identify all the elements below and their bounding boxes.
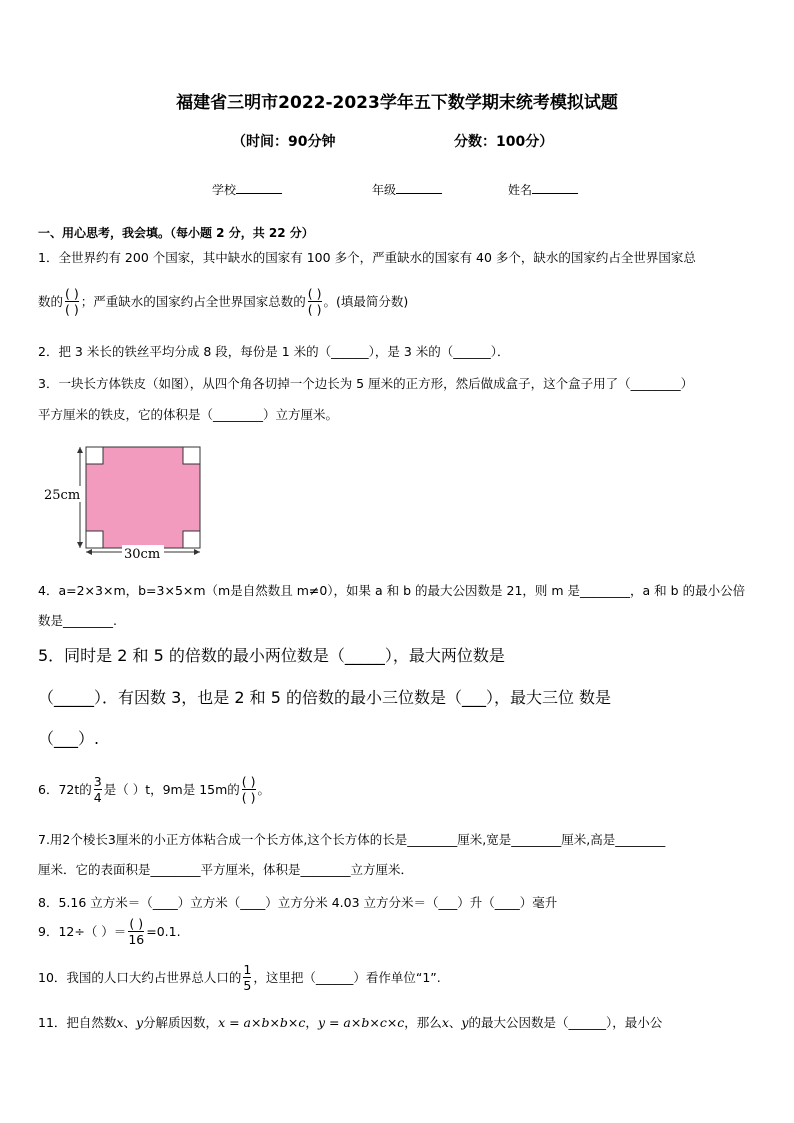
question-10	[38, 962, 441, 993]
question-7-line2: 厘米．它的表面积是________平方厘米，体积是________立方厘米．	[38, 862, 414, 877]
q1-text-post: 。(填最简分数)	[323, 293, 409, 309]
q11-text-post: 的最大公因数是（______），最小公	[468, 1015, 663, 1030]
question-5-line1: 5．同时是 2 和 5 的倍数的最小两位数是（_____），最大两位数是	[38, 646, 505, 665]
fraction-denominator: 4	[93, 790, 102, 805]
q11-text-mid1: 分解质因数，	[143, 1015, 219, 1030]
q6-text-mid: 是（ ）t，9m是 15m的	[103, 781, 240, 797]
name-label: 姓名	[508, 183, 533, 197]
question-1-line1: 1．全世界约有 200 个国家，其中缺水的国家有 100 多个，严重缺水的国家有 40 多个，缺水的国家约占全世界国家总	[38, 250, 696, 265]
cut-corner	[86, 531, 103, 548]
grade-blank[interactable]	[396, 181, 442, 194]
question-3-line1: 3．一块长方体铁皮（如图），从四个角各切掉一个边长为 5 厘米的正方形，然后做成盒子，这个盒子用了（________）	[38, 376, 694, 391]
q6-text-post: 。	[257, 781, 271, 797]
page-title: 福建省三明市2022-2023学年五下数学期末统考模拟试题	[176, 93, 618, 113]
grade-label: 年级	[372, 183, 397, 197]
fraction-denominator: ( )	[307, 302, 322, 317]
fraction-denominator: ( )	[241, 790, 256, 805]
arrow-up-icon	[77, 447, 83, 453]
question-6	[38, 774, 270, 805]
separator: 、	[448, 1015, 462, 1030]
time-label: （时间：90分钟	[232, 134, 336, 150]
question-8: 8．5.16 立方米＝（____）立方米（____）立方分米 4.03 立方分米＝（___）升（____）毫升	[38, 895, 558, 910]
question-4-line2: 数是________.	[38, 613, 117, 628]
arrow-left-icon	[86, 549, 92, 555]
school-field[interactable]	[212, 181, 282, 198]
name-blank[interactable]	[532, 181, 578, 194]
score-label: 分数：100分）	[454, 134, 554, 150]
width-label: 30cm	[124, 547, 161, 562]
fraction-numerator: ( )	[129, 916, 144, 931]
question-4-line1: 4．a=2×3×m，b=3×5×m（m是自然数且 m≠0），如果 a 和 b 的最大公因数是 21，则 m 是________，a 和 b 的最小公倍	[38, 583, 746, 598]
comma: ，	[305, 1015, 318, 1030]
var-x: x	[441, 1015, 449, 1030]
q10-text-pre: 10．我国的人口大约占世界总人口的	[38, 969, 242, 985]
question-5-line3: （___）.	[38, 729, 100, 748]
question-2: 2．把 3 米长的铁丝平均分成 8 段，每份是 1 米的（______），是 3 米的（______）．	[38, 344, 510, 359]
var-y: y	[461, 1015, 469, 1030]
q9-text-pre: 9．12÷（ ）＝	[38, 923, 127, 939]
fraction-denominator: 16	[128, 932, 145, 947]
question-11	[38, 1015, 662, 1031]
question-5-line2: （_____）．有因数 3，也是 2 和 5 的倍数的最小三位数是（___），最大三位 数是	[38, 688, 612, 707]
arrow-down-icon	[77, 542, 83, 548]
question-1-line2	[38, 286, 408, 317]
q9-fraction[interactable]	[128, 916, 144, 947]
name-field[interactable]	[508, 181, 578, 198]
q11-text-pre: 11．把自然数	[38, 1015, 117, 1030]
q11-text-mid2: ，那么	[404, 1015, 442, 1030]
expr-x: x = a×b×b×c	[218, 1015, 306, 1030]
fraction-numerator: ( )	[241, 774, 256, 789]
sheet-figure	[42, 440, 212, 564]
cut-corner	[183, 447, 200, 464]
arrow-right-icon	[194, 549, 200, 555]
q1-text-pre: 数的	[38, 293, 64, 309]
school-blank[interactable]	[236, 181, 282, 194]
cut-corner	[183, 531, 200, 548]
separator: 、	[123, 1015, 136, 1030]
section-heading: 一、用心思考，我会填。（每小题 2 分，共 22 分）	[38, 226, 314, 240]
var-y: y	[135, 1015, 144, 1030]
cut-corner	[86, 447, 103, 464]
fraction-numerator: 3	[93, 774, 102, 789]
q10-text-post: ，这里把（______）看作单位“1”.	[253, 969, 441, 985]
q9-text-post: =0.1.	[146, 923, 181, 939]
question-9	[38, 916, 181, 947]
fraction-numerator: 1	[243, 962, 252, 977]
q6-fraction-1	[94, 774, 102, 805]
fraction-denominator: ( )	[65, 302, 79, 317]
fraction-numerator: ( )	[65, 286, 79, 301]
fraction-denominator: 5	[243, 978, 252, 993]
question-7-line1: 7.用2个棱长3厘米的小正方体粘合成一个长方体,这个长方体的长是________厘米,宽是________厘米,高是________	[38, 832, 666, 847]
grade-field[interactable]	[372, 181, 442, 198]
q6-text-pre: 6．72t的	[38, 781, 92, 797]
school-label: 学校	[212, 183, 237, 197]
expr-y: y = a×b×c×c	[317, 1015, 405, 1030]
fraction-numerator: ( )	[307, 286, 322, 301]
q1-text-mid: ；严重缺水的国家约占全世界国家总数的	[80, 293, 306, 309]
q6-fraction-2[interactable]	[242, 774, 256, 805]
var-x: x	[116, 1015, 124, 1030]
q1-fraction-1[interactable]	[65, 286, 79, 317]
q1-fraction-2[interactable]	[308, 286, 322, 317]
q10-fraction	[243, 962, 251, 993]
question-3-line2: 平方厘米的铁皮，它的体积是（________）立方厘米。	[38, 407, 339, 422]
height-label: 25cm	[44, 488, 81, 503]
